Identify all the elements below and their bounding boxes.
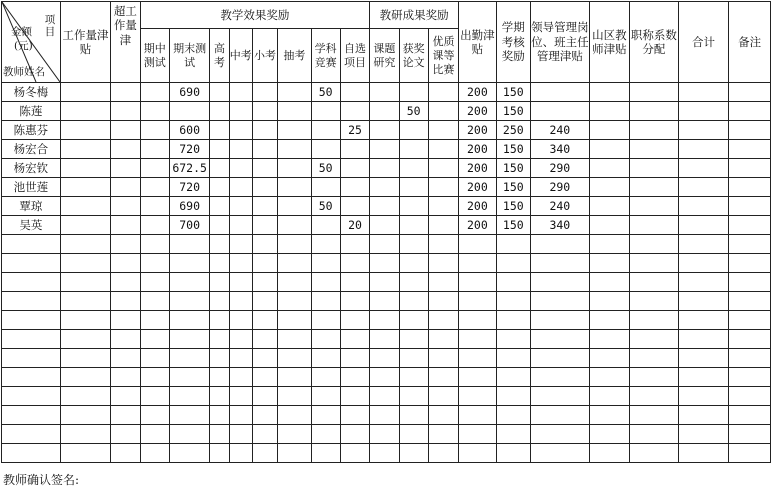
leadership-value: 290 (531, 159, 590, 178)
term-value: 250 (496, 121, 530, 140)
attendance-value: 200 (459, 83, 496, 102)
empty-row (2, 273, 771, 292)
paper-value: 50 (399, 102, 428, 121)
self-selected-value: 25 (340, 121, 369, 140)
attendance-value: 200 (459, 102, 496, 121)
header-row-1 (2, 2, 771, 29)
empty-row (2, 349, 771, 368)
term-review-header: 学期考核奖励 (496, 2, 530, 83)
title-coef-header: 职称系数分配 (630, 2, 679, 83)
attendance-value: 200 (459, 197, 496, 216)
final-header: 期末测试 (169, 29, 209, 83)
teacher-name: 陈惠芬 (2, 121, 61, 140)
award-paper-header: 获奖论文 (399, 29, 428, 83)
empty-row (2, 368, 771, 387)
leadership-value (531, 102, 590, 121)
teacher-name: 池世莲 (2, 178, 61, 197)
attendance-value: 200 (459, 178, 496, 197)
xiaokao-header: 小考 (252, 29, 277, 83)
leadership-value: 240 (531, 121, 590, 140)
paper-value (399, 121, 428, 140)
signature-label: 教师确认签名: (3, 473, 80, 487)
allowance-table (1, 1, 771, 463)
empty-row (2, 235, 771, 254)
final-value: 672.5 (169, 159, 209, 178)
final-value: 600 (169, 121, 209, 140)
teacher-name: 杨冬梅 (2, 83, 61, 102)
competition-value: 50 (311, 197, 340, 216)
table-row (2, 197, 771, 216)
attendance-header: 出勤津贴 (459, 2, 496, 83)
paper-value (399, 178, 428, 197)
zhongkao-header: 中考 (229, 29, 252, 83)
teacher-name: 吴英 (2, 216, 61, 235)
gaokao-header: 高考 (210, 29, 229, 83)
corner-item-label: 项目 (44, 14, 56, 39)
paper-value (399, 83, 428, 102)
competition-value (311, 216, 340, 235)
leadership-header: 领导管理岗位、班主任管理津贴 (531, 2, 590, 83)
empty-row (2, 311, 771, 330)
final-value: 690 (169, 83, 209, 102)
table-row (2, 140, 771, 159)
competition-value: 50 (311, 83, 340, 102)
empty-row (2, 330, 771, 349)
final-value: 690 (169, 197, 209, 216)
term-value: 150 (496, 83, 530, 102)
final-value (169, 102, 209, 121)
competition-value (311, 178, 340, 197)
overtime-header: 超工作量津 (111, 2, 140, 83)
term-value: 150 (496, 140, 530, 159)
attendance-value: 200 (459, 159, 496, 178)
term-value: 150 (496, 178, 530, 197)
paper-value (399, 197, 428, 216)
table-row (2, 102, 771, 121)
final-value: 700 (169, 216, 209, 235)
self-selected-value: 20 (340, 216, 369, 235)
paper-value (399, 140, 428, 159)
paper-value (399, 159, 428, 178)
spot-exam-header: 抽考 (278, 29, 311, 83)
table-row (2, 83, 771, 102)
self-selected-header: 自选项目 (340, 29, 369, 83)
leadership-value: 240 (531, 197, 590, 216)
term-value: 150 (496, 159, 530, 178)
teacher-name: 陈莲 (2, 102, 61, 121)
corner-amount-label: 金额 (11, 26, 32, 38)
leadership-value: 340 (531, 140, 590, 159)
competition-value (311, 121, 340, 140)
leadership-value (531, 83, 590, 102)
self-selected-value (340, 159, 369, 178)
empty-row (2, 387, 771, 406)
teaching-effect-header: 教学效果奖励 (140, 2, 370, 29)
leadership-value: 290 (531, 178, 590, 197)
self-selected-value (340, 197, 369, 216)
table-row (2, 159, 771, 178)
self-selected-value (340, 83, 369, 102)
term-value: 150 (496, 216, 530, 235)
teacher-name: 覃琼 (2, 197, 61, 216)
empty-row (2, 444, 771, 463)
empty-row (2, 254, 771, 273)
empty-rows (2, 235, 771, 463)
corner-header (2, 2, 61, 83)
final-value: 720 (169, 140, 209, 159)
table-row (2, 178, 771, 197)
competition-value: 50 (311, 159, 340, 178)
term-value: 150 (496, 197, 530, 216)
self-selected-value (340, 102, 369, 121)
table-row (2, 216, 771, 235)
table-row (2, 121, 771, 140)
project-research-header: 课题研究 (370, 29, 399, 83)
competition-value (311, 140, 340, 159)
empty-row (2, 425, 771, 444)
self-selected-value (340, 140, 369, 159)
self-selected-value (340, 178, 369, 197)
leadership-value: 340 (531, 216, 590, 235)
workload-header: 工作量津贴 (60, 2, 111, 83)
competition-value (311, 102, 340, 121)
corner-teacher-label: 教师姓名 (3, 66, 45, 78)
attendance-value: 200 (459, 140, 496, 159)
term-value: 150 (496, 102, 530, 121)
quality-lesson-header: 优质课等比赛 (428, 29, 458, 83)
remark-header: 备注 (729, 2, 771, 83)
attendance-value: 200 (459, 121, 496, 140)
research-header: 教研成果奖励 (370, 2, 459, 29)
total-header: 合计 (678, 2, 729, 83)
mountain-header: 山区教师津贴 (589, 2, 629, 83)
midterm-header: 期中测试 (140, 29, 169, 83)
teacher-name: 杨宏合 (2, 140, 61, 159)
data-rows (2, 83, 771, 235)
teacher-name: 杨宏钦 (2, 159, 61, 178)
competition-header: 学科竞赛 (311, 29, 340, 83)
corner-unit-label: (元) (14, 40, 33, 52)
attendance-value: 200 (459, 216, 496, 235)
empty-row (2, 292, 771, 311)
paper-value (399, 216, 428, 235)
empty-row (2, 406, 771, 425)
final-value: 720 (169, 178, 209, 197)
